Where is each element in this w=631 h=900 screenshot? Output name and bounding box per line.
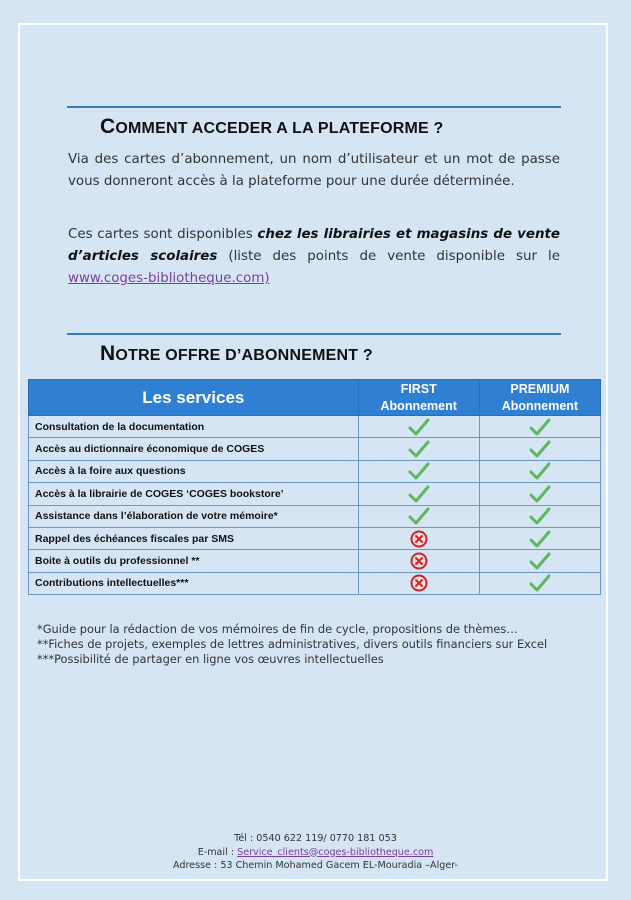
section-divider xyxy=(67,333,561,335)
column-header-first: FIRST Abonnement xyxy=(358,380,479,416)
check-icon xyxy=(480,462,600,480)
first-plan-cell xyxy=(358,416,479,438)
check-icon xyxy=(359,418,479,436)
check-icon xyxy=(480,440,600,458)
table-row xyxy=(29,572,601,594)
footnote: **Fiches de projets, exemples de lettres administratives, divers outils financiers sur Excel xyxy=(37,637,548,651)
check-icon xyxy=(359,507,479,525)
service-name: Contributions intellectuelles*** xyxy=(29,572,359,594)
footnote: *Guide pour la rédaction de vos mémoires de fin de cycle, propositions de thèmes… xyxy=(37,622,518,636)
premium-plan-cell xyxy=(479,438,600,460)
first-plan-cell xyxy=(358,483,479,505)
website-link[interactable]: www.coges-bibliotheque.com) xyxy=(68,271,270,286)
table-row xyxy=(29,416,601,438)
service-name: Accès au dictionnaire économique de COGES xyxy=(29,438,359,460)
premium-plan-cell xyxy=(479,572,600,594)
contact-footer xyxy=(0,832,631,873)
check-icon xyxy=(359,462,479,480)
premium-plan-cell xyxy=(479,527,600,549)
cross-icon xyxy=(359,552,479,570)
service-name: Rappel des échéances fiscales par SMS xyxy=(29,527,359,549)
service-name: Accès à la foire aux questions xyxy=(29,460,359,482)
footer-phone: Tél : 0540 622 119/ 0770 181 053 xyxy=(234,833,397,844)
availability-paragraph: Ces cartes sont disponibles chez les librairies et magasins de vente d’articles scolaires (liste des points de vente disponible sur le www.coges-bibliotheque.com) xyxy=(68,227,560,286)
email-link[interactable]: Service_clients@coges-bibliotheque.com xyxy=(237,846,434,858)
section-title-access: COMMENT ACCEDER A LA PLATEFORME ? xyxy=(100,115,444,138)
table-row xyxy=(29,483,601,505)
footnote: ***Possibilité de partager en ligne vos œuvres intellectuelles xyxy=(37,652,384,666)
column-header-services: Les services xyxy=(29,380,359,416)
table-row xyxy=(29,550,601,572)
service-name: Accès à la librairie de COGES ‘COGES bookstore’ xyxy=(29,483,359,505)
table-row xyxy=(29,460,601,482)
table-row xyxy=(29,527,601,549)
access-paragraph: Via des cartes d’abonnement, un nom d’utilisateur et un mot de passe vous donneront accès à la plateforme pour une durée déterminée. xyxy=(68,152,560,189)
cross-icon xyxy=(359,574,479,592)
check-icon xyxy=(480,530,600,548)
service-name: Boite à outils du professionnel ** xyxy=(29,550,359,572)
footer-email-line: E-mail : Service_clients@coges-bibliotheque.com xyxy=(197,846,434,858)
cross-icon xyxy=(359,530,479,548)
first-plan-cell xyxy=(358,550,479,572)
check-icon xyxy=(480,574,600,592)
first-plan-cell xyxy=(358,572,479,594)
premium-plan-cell xyxy=(479,460,600,482)
premium-plan-cell xyxy=(479,550,600,572)
footer-address: Adresse : 53 Chemin Mohamed Gacem EL-Mouradia –Alger- xyxy=(172,860,459,871)
premium-plan-cell xyxy=(479,416,600,438)
first-plan-cell xyxy=(358,438,479,460)
check-icon xyxy=(359,485,479,503)
first-plan-cell xyxy=(358,527,479,549)
table-row xyxy=(29,505,601,527)
check-icon xyxy=(480,418,600,436)
first-plan-cell xyxy=(358,460,479,482)
service-name: Consultation de la documentation xyxy=(29,416,359,438)
premium-plan-cell xyxy=(479,483,600,505)
check-icon xyxy=(480,485,600,503)
check-icon xyxy=(359,440,479,458)
premium-plan-cell xyxy=(479,505,600,527)
check-icon xyxy=(480,552,600,570)
section-title-offer: NOTRE OFFRE D’ABONNEMENT ? xyxy=(100,342,373,365)
first-plan-cell xyxy=(358,505,479,527)
check-icon xyxy=(480,507,600,525)
column-header-premium: PREMIUM Abonnement xyxy=(479,380,600,416)
table-row xyxy=(29,438,601,460)
footnotes xyxy=(37,622,547,667)
section-divider xyxy=(67,106,561,108)
table-header-row xyxy=(29,380,601,416)
subscription-table xyxy=(28,379,601,595)
service-name: Assistance dans l’élaboration de votre mémoire* xyxy=(29,505,359,527)
